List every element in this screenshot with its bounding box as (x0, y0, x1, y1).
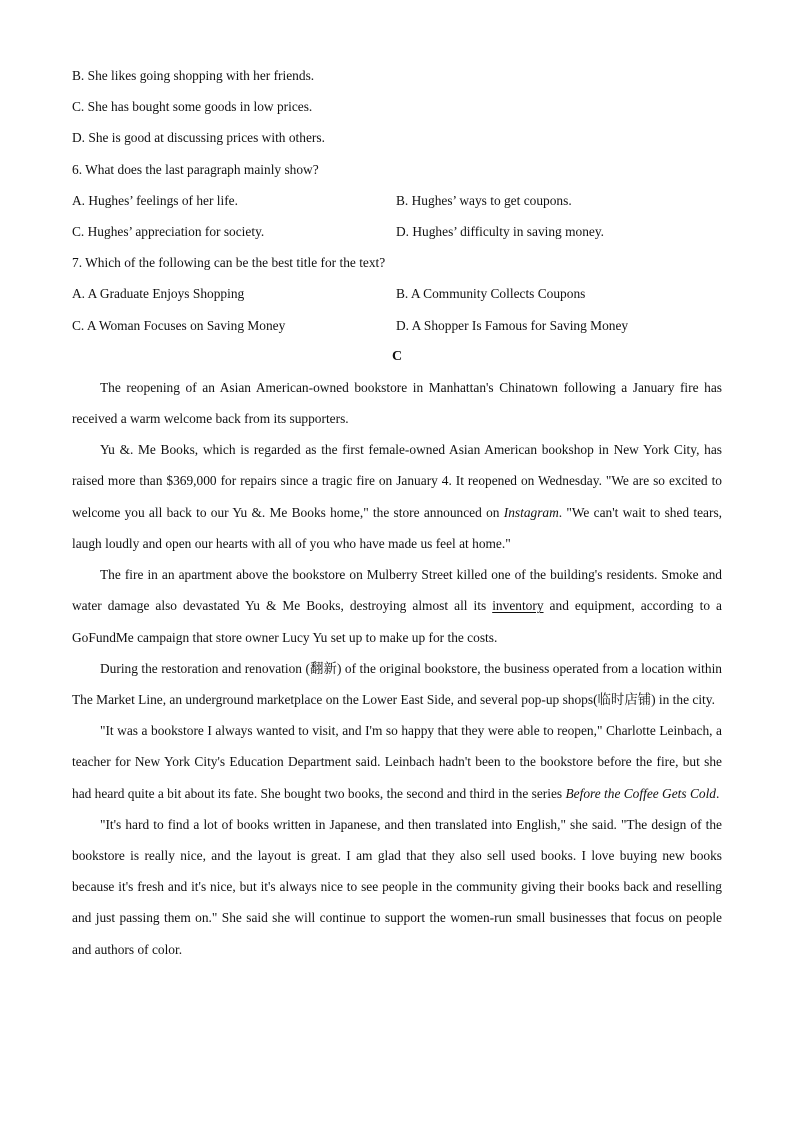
paragraph-5-text-a: "It was a bookstore I always wanted to visit, and I'm so happy that they were able to reopen," Charlotte Leinbach, a teacher for New York City's Education Department said. Leinbach hadn't been to the bookstore before the fire, but she had heard quite a bit about its fate. She bought two books, the second and third in the series (72, 723, 722, 801)
q5-option-d: D. She is good at discussing prices with others. (72, 130, 325, 146)
paragraph-5 (72, 715, 722, 809)
paragraph-2-text-b: . "We can't wait to shed tears, laugh loudly and open our hearts with all of you who have made us feel at home." (72, 504, 722, 551)
q5-option-b: B. She likes going shopping with her friends. (72, 68, 315, 83)
book-series-italic: Before the Coffee Gets Cold (565, 785, 716, 801)
section-c-title: C (391, 348, 403, 364)
paragraph-4 (72, 653, 722, 715)
exam-page (72, 60, 722, 965)
q6-option-a: A. Hughes’ feelings of her life. (72, 192, 238, 208)
q7-stem: 7. Which of the following can be the best title for the text? (72, 255, 386, 271)
paragraph-2-text-a: Yu &. Me Books, which is regarded as the first female-owned Asian American bookshop in New York City, has raised more than $369,000 for repairs since a tragic fire on January 4. It reopened on Wednesday. "We are so excited to welcome you all back to our Yu &. Me Books home," the store announced on (72, 442, 722, 520)
q7-option-b: B. A Community Collects Coupons (396, 286, 586, 302)
q7-option-d: D. A Shopper Is Famous for Saving Money (396, 317, 629, 333)
q6-row-cd (72, 216, 722, 247)
paragraph-6-text: "It's hard to find a lot of books written in Japanese, and then translated into English," she said. "The design of the bookstore is really nice, and the layout is great. I am glad that they also sell used books. I love buying new books because it's fresh and it's nice, but it's always nice to see people in the community giving their books back and reselling and just passing them on." She said she will continue to support the women-run small businesses that focus on people and authors of color. (72, 816, 722, 957)
q5-option-c: C. She has bought some goods in low prices. (72, 99, 313, 115)
paragraph-2 (72, 434, 722, 559)
q6-row-ab (72, 185, 722, 216)
q7-option-a: A. A Graduate Enjoys Shopping (72, 286, 245, 302)
q7-option-c: C. A Woman Focuses on Saving Money (72, 317, 286, 333)
paragraph-1 (72, 372, 722, 434)
instagram-italic: Instagram (503, 504, 559, 520)
inventory-underlined: inventory (492, 598, 544, 614)
q6-option-d: D. Hughes’ difficulty in saving money. (396, 223, 605, 239)
paragraph-3-text-a: The fire in an apartment above the bookstore on Mulberry Street killed one of the building's residents. Smoke and water damage also devastated Yu & Me Books, destroying almost all its (72, 567, 722, 614)
q6-option-b: B. Hughes’ ways to get coupons. (396, 192, 572, 208)
paragraph-4-text: During the restoration and renovation (翻新) of the original bookstore, the business operated from a location within The Market Line, an underground marketplace on the Lower East Side, and several pop-up shops(临时店铺) in the city. (72, 660, 722, 707)
q6-option-c: C. Hughes’ appreciation for society. (72, 223, 265, 239)
q7-row-cd (72, 310, 722, 341)
paragraph-3 (72, 559, 722, 653)
q6-stem: 6. What does the last paragraph mainly show? (72, 161, 319, 177)
paragraph-1-text: The reopening of an Asian American-owned bookstore in Manhattan's Chinatown following a January fire has received a warm welcome back from its supporters. (72, 379, 722, 427)
paragraph-6 (72, 809, 722, 965)
paragraph-5-text-b: . (716, 785, 720, 801)
paragraph-3-text-b: and equipment, according to a GoFundMe campaign that store owner Lucy Yu set up to make up for the costs. (72, 598, 722, 645)
q7-row-ab (72, 278, 722, 309)
